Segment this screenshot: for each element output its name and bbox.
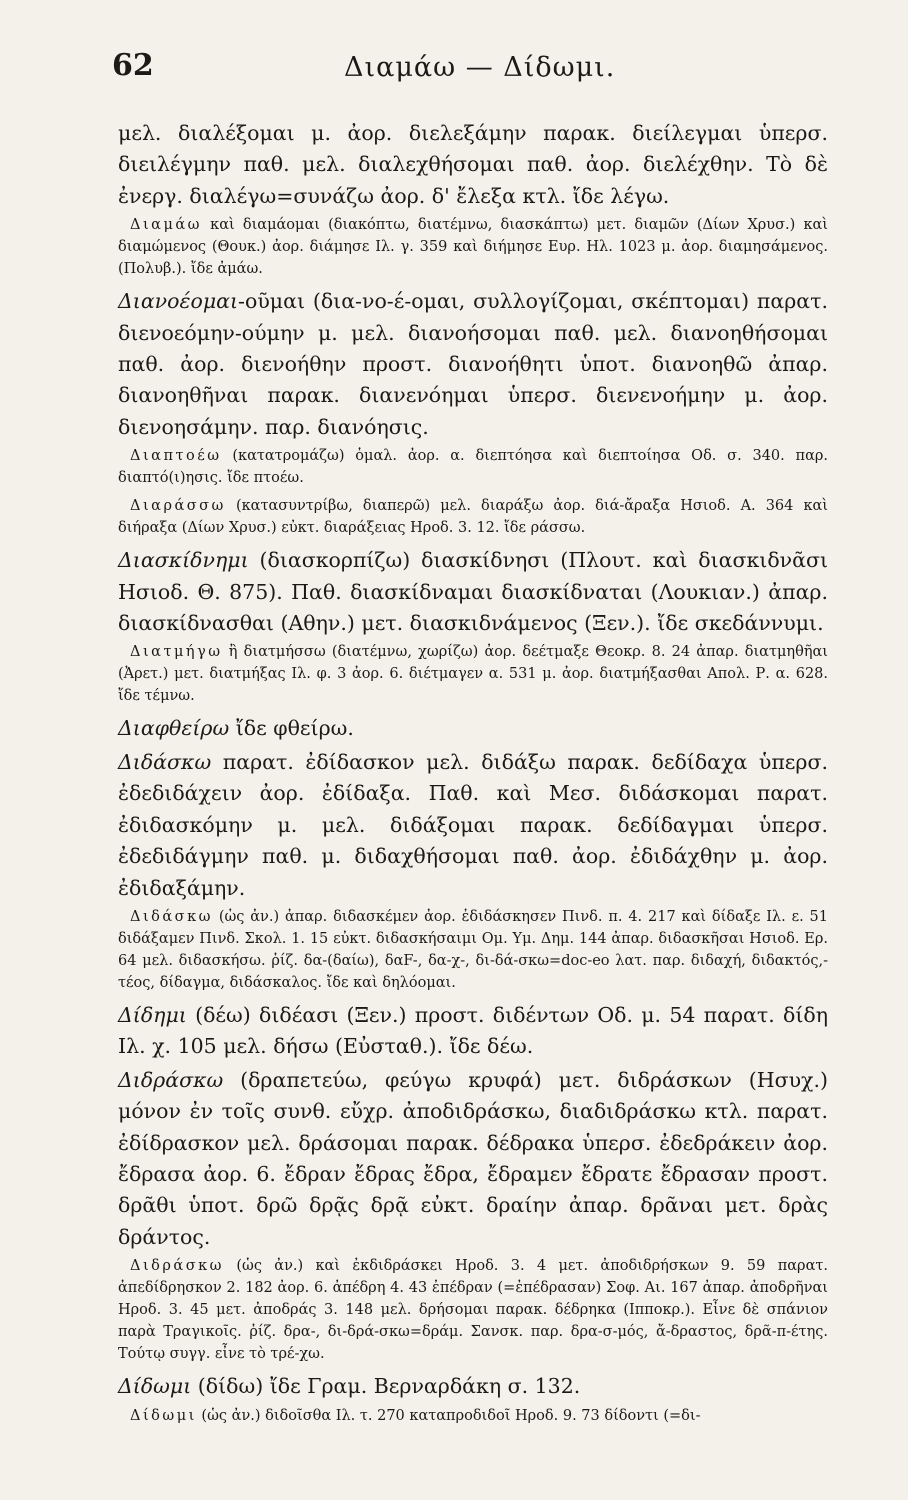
- entry-text: (κατατρομάζω) ὁμαλ. ἀορ. α. διεπτόησα καὶ διεπτοίησα Οδ. σ. 340. παρ. διαπτό(ι)ησις. ἴδε πτοέω.: [118, 448, 828, 487]
- entry-text: (ὡς ἀν.) ἀπαρ. διδασκέμεν ἀορ. ἐδιδάσκησεν Πινδ. π. 4. 217 καὶ δίδαξε Ιλ. ε. 51 διδάξαμεν Πινδ. Σκολ. 1. 15 εὐκτ. διδασκήσαιμι Ομ. Υμ. Δημ. 144 ἀπαρ. διδασκῆσαι Ησιοδ. Ερ. 64 μελ. διδασκήσω. ῥίζ. δα-(δαίω), δαF-, δα-χ-, δι-δά-σκω=doc-eo λατ. παρ. διδαχή, διδακτός,-τέος, δίδαγμα, διδάσκαλος. ἴδε καὶ δηλόομαι.: [118, 908, 828, 991]
- entry-headword: Διαφθείρω: [118, 716, 230, 741]
- entry-headword: Διδράσκω: [118, 1067, 224, 1092]
- entry-note: [118, 1405, 828, 1427]
- entry-text: (ὡς ἀν.) διδοῖσθα Ιλ. τ. 270 καταπροδιδοῖ Ηροδ. 9. 73 δίδοντι (=δι-: [196, 1407, 701, 1424]
- entry-note: [118, 495, 828, 539]
- entry-headword: Διδάσκω: [118, 749, 212, 774]
- entry-note: [118, 445, 828, 489]
- running-head: Διαμάω — Δίδωμι.: [344, 52, 616, 83]
- entry-headword: Διαπτοέω: [130, 448, 222, 465]
- entry-headword: Διαράσσω: [130, 498, 226, 515]
- entry-text: ἴδε φθείρω.: [229, 716, 354, 741]
- dictionary-body: [118, 118, 828, 1433]
- entry-headword: Δίδωμι: [130, 1407, 197, 1424]
- entry-note: [118, 1255, 828, 1365]
- entry-continuation: [118, 118, 828, 212]
- entry-text: (δραπετεύω, φεύγω κρυφά) μετ. διδράσκων (Ησυχ.) μόνον ἐν τοῖς συνθ. εὔχρ. ἀποδιδράσκω, διαδιδράσκω κτλ. παρατ. ἐδίδρασκον μελ. δράσομαι παρακ. δέδρακα ὑπερσ. ἐδεδράκειν ἀορ. ἔδρασα ἀορ. 6. ἔδραν ἔδρας ἔδρα, ἔδραμεν ἔδρατε ἔδρασαν προστ. δρᾶθι ὑποτ. δρῶ δρᾷς δρᾷ εὐκτ. δραίην ἀπαρ. δρᾶναι μετ. δρὰς δράντος.: [118, 1067, 828, 1249]
- entry: [118, 747, 828, 904]
- entry: [118, 1065, 828, 1253]
- entry-headword: Διανοέομαι: [118, 289, 239, 314]
- entry-text: (κατασυντρίβω, διαπερῶ) μελ. διαράξω ἀορ. διά-ἄραξα Ησιοδ. Α. 364 καὶ διήραξα (Δίων Χρυσ.) εὐκτ. διαράξειας Ηροδ. 3. 12. ἴδε ράσσω.: [118, 498, 828, 537]
- entry-headword: Διδράσκω: [130, 1258, 224, 1275]
- entry-text: μελ. διαλέξομαι μ. ἀορ. διελεξάμην παρακ. διείλεγμαι ὑπερσ. διειλέγμην παθ. μελ. διαλεχθήσομαι παθ. ἀορ. διελέχθην. Τὸ δὲ ἐνεργ. διαλέγω=συνάζω ἀορ. δ' ἔλεξα κτλ. ἴδε λέγω.: [118, 121, 828, 208]
- entry-text: (ὡς ἀν.) καὶ ἐκδιδράσκει Ηροδ. 3. 4 μετ. ἀποδιδρήσκων 9. 59 παρατ. ἀπεδίδρησκον 2. 182 ἀορ. 6. ἀπέδρη 4. 43 ἐπέδραν (=ἐπέδρασαν) Σοφ. Αι. 167 ἀπαρ. ἀποδρῆναι Ηροδ. 3. 45 μετ. ἀποδράς 3. 148 μελ. δρήσομαι παρακ. δέδρηκα (Ιπποκρ.). Εἶνε δὲ σπάνιον παρὰ Τραγικοῖς. ῥίζ. δρα-, δι-δρά-σκω=δράμ. Σανσκ. παρ. δρα-σ-μός, ἄ-δραστος, δρᾶ-π-έτης. Τούτῳ συγγ. εἶνε τὸ τρέ-χω.: [118, 1258, 828, 1363]
- page-header: [0, 44, 908, 94]
- entry-text: ἢ διατμήσσω (διατέμνω, χωρίζω) ἀορ. δεέτμαξε Θεοκρ. 8. 24 ἀπαρ. διατμηθῆαι (Ἀρετ.) μετ. διατμήξας Ιλ. φ. 3 ἀορ. 6. διέτμαγεν α. 531 μ. ἀορ. διατμήξασθαι Απολ. Ρ. α. 628. ἴδε τέμνω.: [118, 644, 828, 705]
- entry-headword: Δίδωμι: [118, 1374, 192, 1399]
- page-number: 62: [112, 48, 154, 83]
- entry: [118, 1000, 828, 1063]
- entry-text: καὶ διαμάομαι (διακόπτω, διατέμνω, διασκάπτω) μετ. διαμῶν (Δίων Χρυσ.) καὶ διαμώμενος (Θουκ.) ἀορ. διάμησε Ιλ. γ. 359 καὶ διήμησε Ευρ. Ηλ. 1023 μ. ἀορ. διαμησάμενος. (Πολυβ.). ἴδε ἀμάω.: [118, 217, 828, 278]
- entry-text: (διασκορπίζω) διασκίδνησι (Πλουτ. καὶ διασκιδνᾶσι Ησιοδ. Θ. 875). Παθ. διασκίδναμαι διασκίδναται (Λουκιαν.) ἀπαρ. διασκίδνασθαι (Αθην.) μετ. διασκιδνάμενος (Ξεν.). ἴδε σκεδάννυμι.: [118, 548, 828, 636]
- entry-headword: Διδάσκω: [130, 908, 213, 925]
- entry-headword: Διασκίδνημι: [118, 548, 249, 573]
- entry-text: παρατ. ἐδίδασκον μελ. διδάξω παρακ. δεδίδαχα ὑπερσ. ἐδεδιδάχειν ἀορ. ἐδίδαξα. Παθ. καὶ Μεσ. διδάσκομαι παρατ. ἐδιδασκόμην μ. μελ. διδάξομαι παρακ. δεδίδαγμαι ὑπερσ. ἐδεδιδάγμην παθ. μ. διδαχθήσομαι παθ. ἀορ. ἐδιδάχθην μ. ἀορ. ἐδιδαξάμην.: [118, 749, 828, 900]
- entry-text: (δίδω) ἴδε Γραμ. Βερναρδάκη σ. 132.: [191, 1374, 581, 1399]
- entry-note: [118, 641, 828, 707]
- entry-text: -οῦμαι (δια-νο-έ-ομαι, συλλογίζομαι, σκέπτομαι) παρατ. διενοεόμην-ούμην μ. μελ. διανοήσομαι παθ. μελ. διανοηθήσομαι παθ. ἀορ. διενοήθην προστ. διανοήθητι ὑποτ. διανοηθῶ ἀπαρ. διανοηθῆναι παρακ. διανενόημαι ὑπερσ. διενενοήμην μ. ἀορ. διενοησάμην. παρ. διανόησις.: [118, 289, 828, 439]
- entry-note: [118, 214, 828, 280]
- entry-headword: Δίδημι: [118, 1002, 187, 1027]
- entry: [118, 545, 828, 639]
- entry-headword: Διαμάω: [130, 217, 202, 234]
- entry: [118, 713, 828, 744]
- entry-note: [118, 906, 828, 994]
- entry-text: (δέω) διδέασι (Ξεν.) προστ. διδέντων Οδ. μ. 54 παρατ. δίδη Ιλ. χ. 105 μελ. δήσω (Εὐσταθ.). ἴδε δέω.: [118, 1002, 828, 1059]
- entry-headword: Διατμήγω: [130, 644, 223, 661]
- entry: [118, 286, 828, 443]
- entry: [118, 1371, 828, 1402]
